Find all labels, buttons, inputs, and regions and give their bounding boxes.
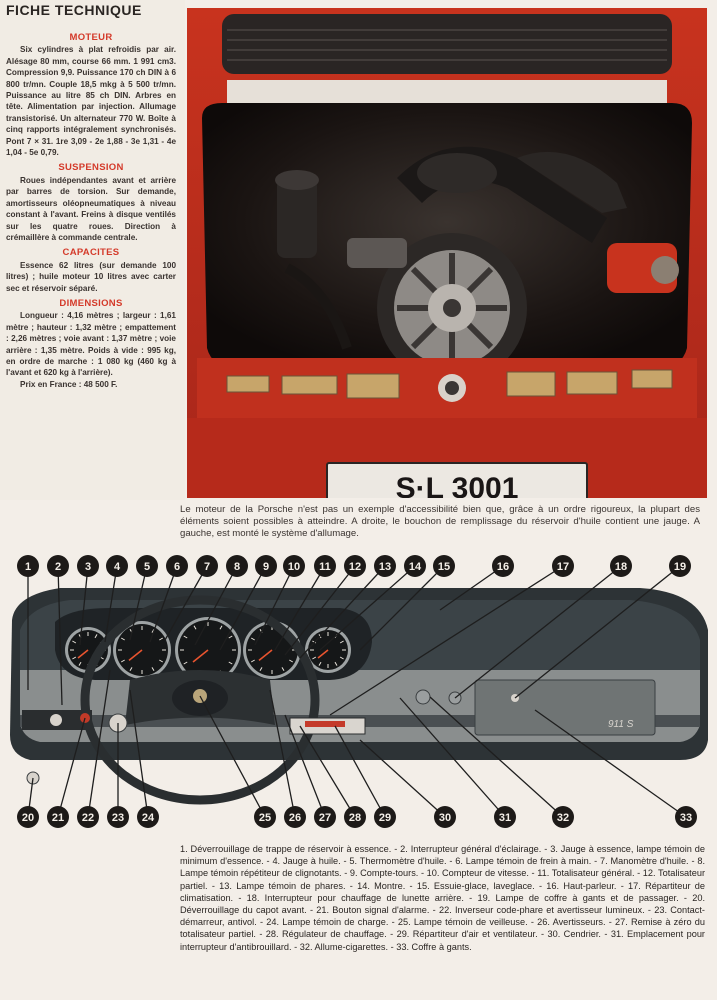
callout-number: 21 [51,812,65,824]
photo-caption: Le moteur de la Porsche n'est pas un exemple d'accessibilité bien que, grâce à un ordre rigoureux, la plupart des éléments soient possibles à atteindre. A droite, le bouchon de remplissage du réservoir d'huile contient une jauge. A gauche, est monté le système d'allumage. [180,504,700,539]
callout-8 [226,555,248,577]
callout-33 [675,806,697,828]
callout-10 [283,555,305,577]
dashboard-svg [0,550,717,840]
callout-1 [17,555,39,577]
callout-number: 33 [679,812,693,824]
callout-11 [314,555,336,577]
callout-number: 22 [81,812,95,824]
callout-7 [196,555,218,577]
dashboard-illustration [0,550,717,840]
callout-number: 2 [54,561,62,573]
spec-heading-moteur: MOTEUR [69,32,113,43]
engine-photo-illustration [187,8,707,498]
callout-3 [77,555,99,577]
dashboard-legend [180,843,705,953]
callout-number: 3 [84,561,92,573]
callout-6 [166,555,188,577]
callout-number: 29 [378,812,392,824]
callout-17 [552,555,574,577]
callout-number: 23 [111,812,125,824]
spec-heading-capacites: CAPACITES [62,247,120,259]
callout-number: 31 [498,812,512,824]
callout-number: 18 [614,561,628,573]
callout-number: 1 [24,561,32,573]
callout-19 [669,555,691,577]
callout-number: 4 [113,561,121,573]
callout-number: 19 [673,561,687,573]
callout-27 [314,806,336,828]
legend-text: 1. Déverrouillage de trappe de réservoir à essence. - 2. Interrupteur général d'éclairage. - 3. Jauge à essence, lampe témoin de minimum d'essence. - 4. Jauge à huile. - 5. Thermomètre d'huile. - 6. Lampe témoin de frein à main. - 7. Manomètre d'huile. - 8. Lampe témoin répétiteur de clignotants. - 9. Compte-tours. - 10. Compteur de vitesse. - 11. Totalisateur général. - 12. Totalisateur partiel. - 13. Lampe témoin de phares. - 14. Montre. - 15. Essuie-glace, laveglace. - 16. Haut-parleur. - 17. Répartiteur de climatisation. - 18. Interrupteur pour chauffage de lunette arrière. - 19. Lampe de coffre à gants et de passager. - 20. Déverrouillage du capot avant. - 21. Bouton signal d'alarme. - 22. Inverseur code-phare et avertisseur lumineux. - 23. Contact-démarreur, antivol. - 24. Lampe témoin de charge. - 25. Lampe témoin de veilleuse. - 26. Avertisseurs. - 27. Remise à zéro du totalisateur partiel. - 28. Régulateur de chauffage. - 29. Répartiteur d'air et ventilateur. - 30. Cendrier. - 31. Emplacement pour interrupteur d'antibrouillard. - 32. Allume-cigarettes. - 33. Coffre à gants. [180,844,705,952]
callout-number: 5 [143,561,151,573]
callout-31 [494,806,516,828]
callout-12 [344,555,366,577]
spec-body-dimensions: Longueur : 4,16 mètres ; largeur : 1,61 mètre ; hauteur : 1,32 mètre ; empattement : 2,26 mètres ; voie avant : 1,37 mètre ; voie arrière : 1,35 mètre. Poids à vide : 995 kg, en ordre de marche : 1 080 kg (460 kg à l'avant et 620 kg à l'arrière). [6,311,176,378]
callout-number: 10 [287,561,301,573]
callout-number: 25 [258,812,272,824]
callout-15 [433,555,455,577]
callout-18 [610,555,632,577]
callout-20 [17,806,39,828]
page-title: FICHE TECHNIQUE [6,2,142,18]
spec-heading-suspension: SUSPENSION [58,162,124,174]
callout-number: 7 [203,561,211,573]
callout-28 [344,806,366,828]
callout-13 [374,555,396,577]
callout-4 [106,555,128,577]
callout-number: 27 [318,812,332,824]
callout-16 [492,555,514,577]
callout-number: 6 [173,561,181,573]
callout-number: 9 [262,561,270,573]
callout-number: 16 [496,561,510,573]
callout-2 [47,555,69,577]
callout-number: 32 [556,812,570,824]
callout-14 [404,555,426,577]
dash-model-badge: 911 S [608,719,634,730]
spec-body-suspension: Roues indépendantes avant et arrière par barres de torsion. Sur demande, amortisseurs oléopneumatiques à niveau constant à l'avant. Freins à disque ventilés sur les quatre roues. Direction à crémaillère à commande centrale. [6,175,176,242]
spec-price: Prix en France : 48 500 F. [20,379,118,389]
callout-number: 13 [378,561,392,573]
callout-29 [374,806,396,828]
callout-number: 30 [438,812,452,824]
callout-22 [77,806,99,828]
callout-number: 14 [408,561,422,573]
callout-23 [107,806,129,828]
callout-number: 15 [437,561,451,573]
callout-25 [254,806,276,828]
engine-photo [187,8,707,498]
spec-body-moteur: Six cylindres à plat refroidis par air. Alésage 80 mm, course 66 mm. 1 991 cm3. Compression 9,9. Puissance 170 ch DIN à 6 800 tr/mn. Couple 18,5 mkg à 5 500 tr/mn. Puissance au litre 85 ch DIN. Arbres en tête. Alimentation par injection. Allumage transistorisé. Un alternateur 770 W. Boîte à cinq rapports intégralement synchronisés. Pont 7 × 31. 1re 3,09 - 2e 1,88 - 3e 1,31 - 4e 1,04 - 5e 0,79. [6,45,176,158]
callout-24 [137,806,159,828]
callout-21 [47,806,69,828]
spec-column [0,0,185,500]
callout-number: 24 [141,812,155,824]
callout-number: 28 [348,812,362,824]
spec-body-capacites: Essence 62 litres (sur demande 100 litres) ; huile moteur 10 litres avec carter sec et réservoir séparé. [6,260,176,293]
callout-number: 26 [288,812,302,824]
callout-5 [136,555,158,577]
spec-text [6,28,176,390]
callout-number: 12 [348,561,362,573]
callout-number: 8 [233,561,241,573]
callout-26 [284,806,306,828]
callout-number: 17 [556,561,570,573]
callout-30 [434,806,456,828]
callout-9 [255,555,277,577]
gauge-4 [243,621,301,679]
callout-number: 11 [319,561,331,573]
license-plate-text: S·L 3001 [395,472,519,498]
spec-heading-dimensions: DIMENSIONS [59,297,123,309]
callout-number: 20 [21,812,35,824]
callout-32 [552,806,574,828]
